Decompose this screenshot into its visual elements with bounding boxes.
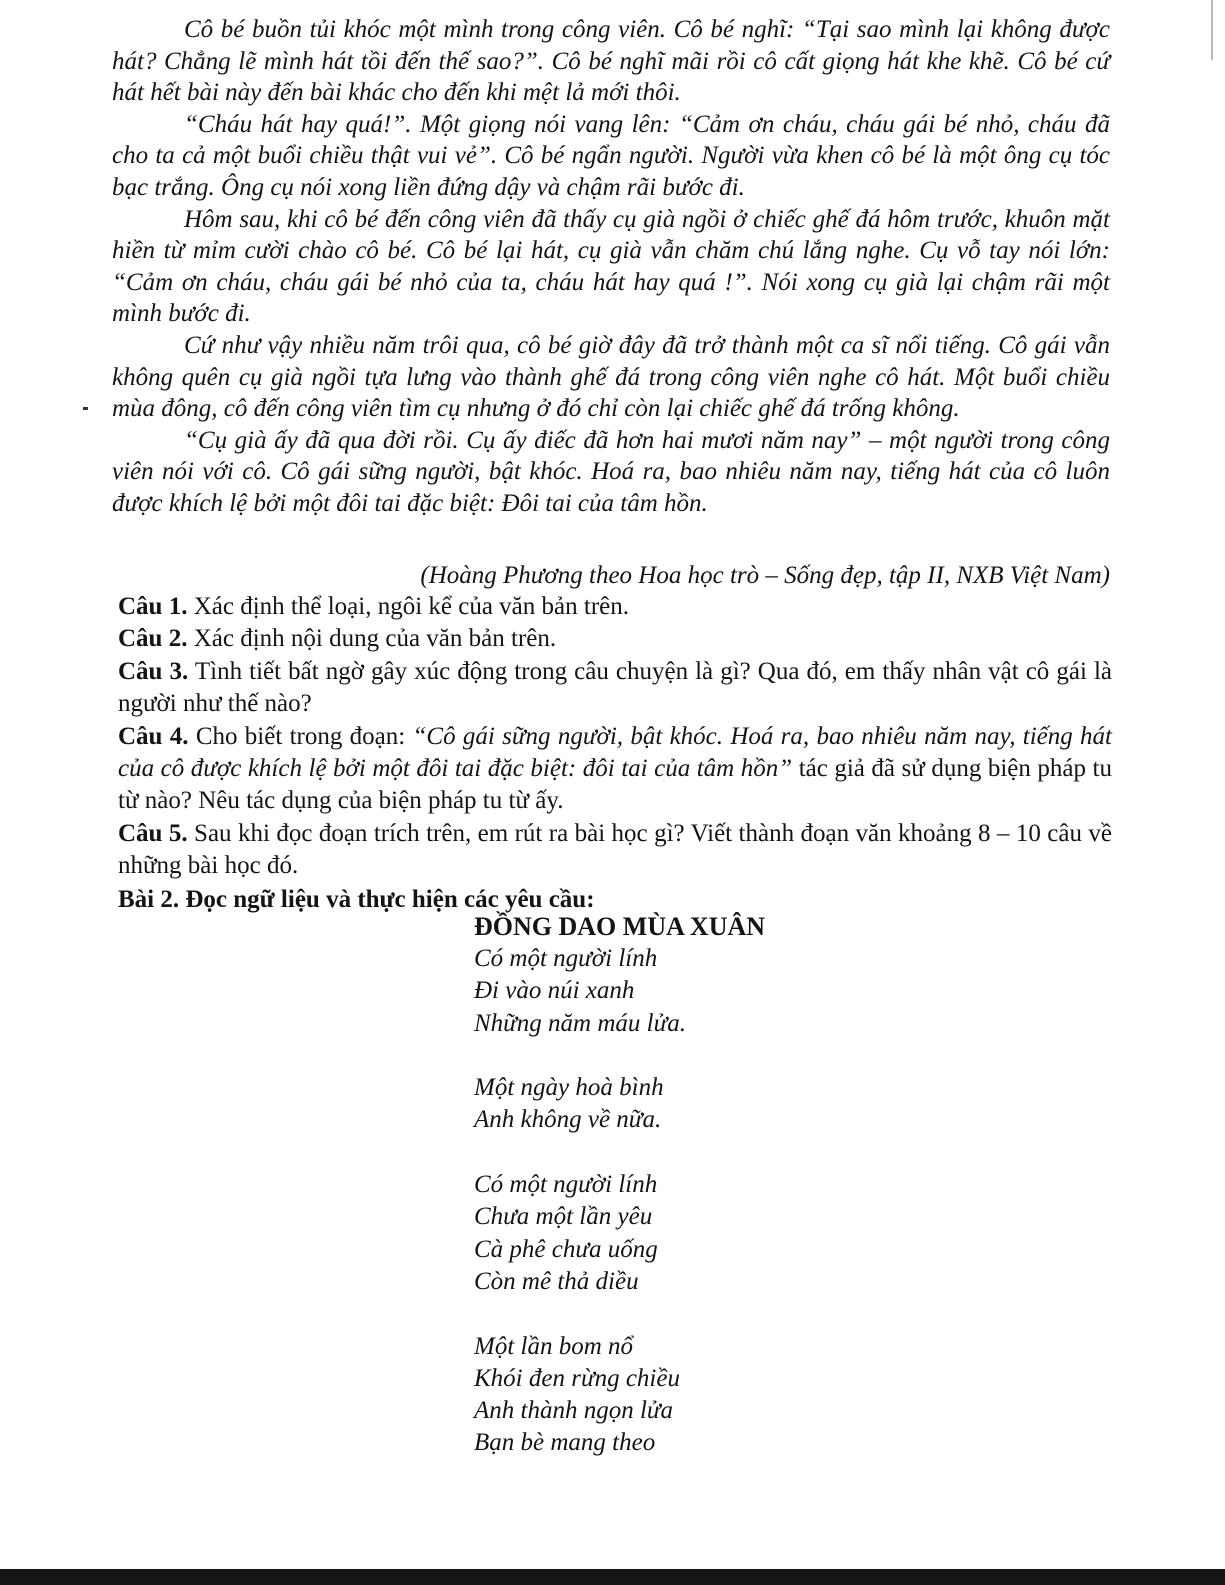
scan-speck xyxy=(83,407,88,410)
question-label: Câu 5. xyxy=(118,819,188,847)
story-text xyxy=(112,14,1110,520)
question-5 xyxy=(118,818,1112,883)
question-text: Xác định thể loại, ngôi kể của văn bản trên. xyxy=(187,593,629,620)
question-text: tác giả đã sử dụng biện pháp tu từ nào? Nêu tác dụng của biện pháp tu từ ấy. xyxy=(118,755,1112,815)
poem-line: Một lần bom nổ xyxy=(474,1332,634,1360)
question-2 xyxy=(118,623,1112,655)
poem-line: Anh thành ngọn lửa xyxy=(474,1397,674,1425)
question-label: Câu 2. xyxy=(118,625,188,653)
section-2-heading: Bài 2. Đọc ngữ liệu và thực hiện các yêu cầu: xyxy=(118,886,595,913)
question-text: Tình tiết bất ngờ gây xúc động trong câu chuyện là gì? Qua đó, em thấy nhân vật cô gái là người như thế nào? xyxy=(118,657,1112,718)
poem-line: Bạn bè mang theo xyxy=(474,1429,656,1457)
poem-line: Cà phê chưa uống xyxy=(474,1235,658,1263)
poem xyxy=(474,943,686,1492)
story-paragraph: “Cụ già ấy đã qua đời rồi. Cụ ấy điếc đã hơn hai mươi năm nay” – một người trong công viên nói với cô. Cô gái sững người, bật khóc. Hoá ra, bao nhiêu năm nay, tiếng hát của cô luôn được khích lệ bởi một đôi tai đặc biệt: Đôi tai của tâm hồn. xyxy=(112,426,1110,517)
question-3 xyxy=(118,656,1112,721)
poem-line: Có một người lính xyxy=(474,945,658,972)
poem-line: Khói đen rừng chiều xyxy=(474,1364,680,1392)
story-paragraph: Cứ như vậy nhiều năm trôi qua, cô bé giờ đây đã trở thành một ca sĩ nổi tiếng. Cô gái vẫn không quên cụ già ngồi tựa lưng vào thành ghế đá trong công viên nghe cô hát. Một buổi chiều mùa đông, cô đến công viên tìm cụ nhưng ở đó chỉ còn lại chiếc ghế đá trống không. xyxy=(112,331,1110,423)
question-label: Câu 3. xyxy=(118,657,189,685)
poem-line: Anh không về nữa. xyxy=(474,1106,662,1134)
question-4 xyxy=(118,721,1112,818)
story-source: (Hoàng Phương theo Hoa học trò – Sống đẹp, tập II, NXB Việt Nam) xyxy=(420,562,1110,589)
scan-edge-mark xyxy=(1211,0,1213,60)
poem-line: Một ngày hoà bình xyxy=(474,1074,664,1102)
story-paragraph: Cô bé buồn tủi khóc một mình trong công viên. Cô bé nghĩ: “Tại sao mình lại không được hát? Chẳng lẽ mình hát tồi đến thế sao?”. Cô bé nghĩ mãi rồi cô cất giọng hát khe khẽ. Cô bé cứ hát hết bài này đến bài khác cho đến khi mệt lả mới thôi. xyxy=(112,16,1110,107)
poem-line: Chưa một lần yêu xyxy=(474,1203,653,1231)
question-list xyxy=(118,591,1112,883)
poem-stanza xyxy=(474,1331,686,1460)
poem-line: Có một người lính xyxy=(474,1171,658,1199)
question-text: Xác định nội dung của văn bản trên. xyxy=(187,625,557,653)
question-text: Sau khi đọc đoạn trích trên, em rút ra bài học gì? Viết thành đoạn văn khoảng 8 – 10 câu về những bài học đó. xyxy=(118,819,1112,880)
story-paragraph: Hôm sau, khi cô bé đến công viên đã thấy cụ già ngồi ở chiếc ghế đá hôm trước, khuôn mặt hiền từ mỉm cười chào cô bé. Cô bé lại hát, cụ già vẫn chăm chú lắng nghe. Cụ vỗ tay nói lớn: “Cảm ơn cháu, cháu gái bé nhỏ của ta, cháu hát hay quá !”. Nói xong cụ già lại chậm rãi một mình bước đi. xyxy=(112,205,1110,328)
poem-line: Còn mê thả diều xyxy=(474,1267,639,1295)
story-paragraph: “Cháu hát hay quá!”. Một giọng nói vang lên: “Cảm ơn cháu, cháu gái bé nhỏ, cháu đã cho ta cả một buổi chiều thật vui vẻ”. Cô bé ngẩn người. Người vừa khen cô bé là một ông cụ tóc bạc trắng. Ông cụ nói xong liền đứng dậy và chậm rãi bước đi. xyxy=(112,110,1110,201)
question-quote: “Cô gái sững người, bật khóc. Hoá ra, bao nhiêu năm nay, tiếng hát của cô được khích lệ bởi một đôi tai đặc biệt: đôi tai của tâm hồn” xyxy=(118,722,1112,783)
poem-stanza xyxy=(474,943,686,1040)
poem-title: ĐỒNG DAO MÙA XUÂN xyxy=(474,912,766,941)
poem-stanza xyxy=(474,1169,686,1298)
poem-line: Đi vào núi xanh xyxy=(474,977,635,1005)
question-1 xyxy=(118,591,1112,623)
question-label: Câu 4. xyxy=(118,722,189,750)
poem-line: Những năm máu lửa. xyxy=(474,1009,686,1037)
poem-stanza xyxy=(474,1072,686,1137)
question-label: Câu 1. xyxy=(118,593,188,620)
question-text: Cho biết trong đoạn: xyxy=(188,722,413,750)
scan-bottom-edge xyxy=(0,1569,1225,1585)
